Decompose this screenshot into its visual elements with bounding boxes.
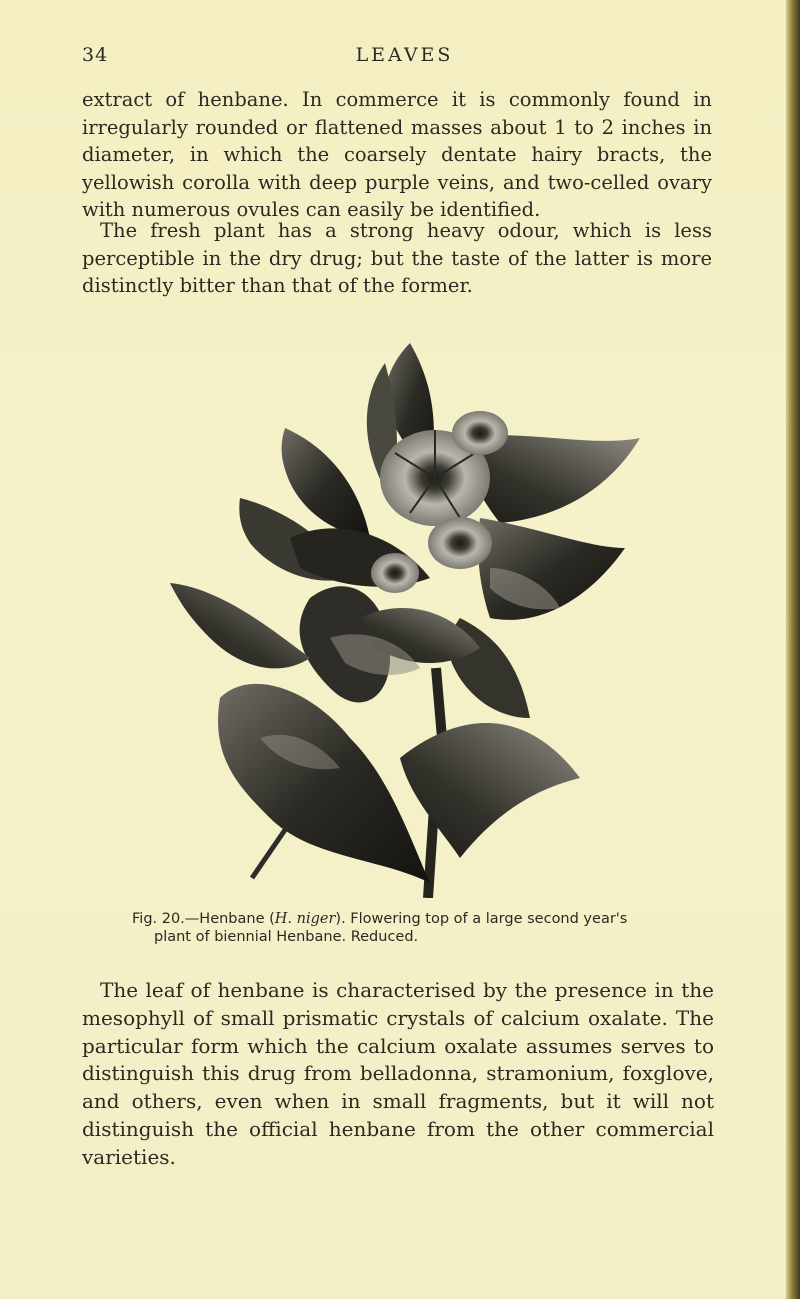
caption-line-2: plant of biennial Henbane. Reduced. (154, 929, 419, 945)
caption-rest: ). Flowering top of a large second year's (335, 911, 628, 927)
caption-species: H. niger (274, 911, 336, 927)
page-edge (786, 0, 800, 1299)
figure-caption (132, 910, 692, 946)
paragraph-1: extract of henbane. In commerce it is commonly found in irregularly rounded or flattened masses about 1 to 2 inches in diameter, in which the coarsely dentate hairy bracts, the yellowish corolla with deep purple veins, and two-celled ovary with numerous ovules can easily be identified. (82, 88, 712, 222)
paragraph-2: The fresh plant has a strong heavy odour, which is less perceptible in the dry drug; but the taste of the latter is more distinctly bitter than that of the former. (82, 219, 712, 298)
page-number: 34 (82, 44, 109, 66)
henbane-plant-drawing (160, 338, 640, 898)
paragraph-3: The leaf of henbane is characterised by the presence in the mesophyll of small prismatic crystals of calcium oxalate. The particular form which the calcium oxalate assumes serves to distinguish this drug from belladonna, stramonium, foxglove, and others, even when in small fragments, but it will not distinguish the official henbane from the other commercial varieties. (82, 978, 714, 1169)
caption-label: Fig. 20. (132, 911, 185, 927)
henbane-illustration (160, 338, 640, 898)
running-head (82, 44, 727, 72)
running-title: LEAVES (355, 44, 454, 66)
caption-dash: —Henbane ( (184, 911, 275, 927)
